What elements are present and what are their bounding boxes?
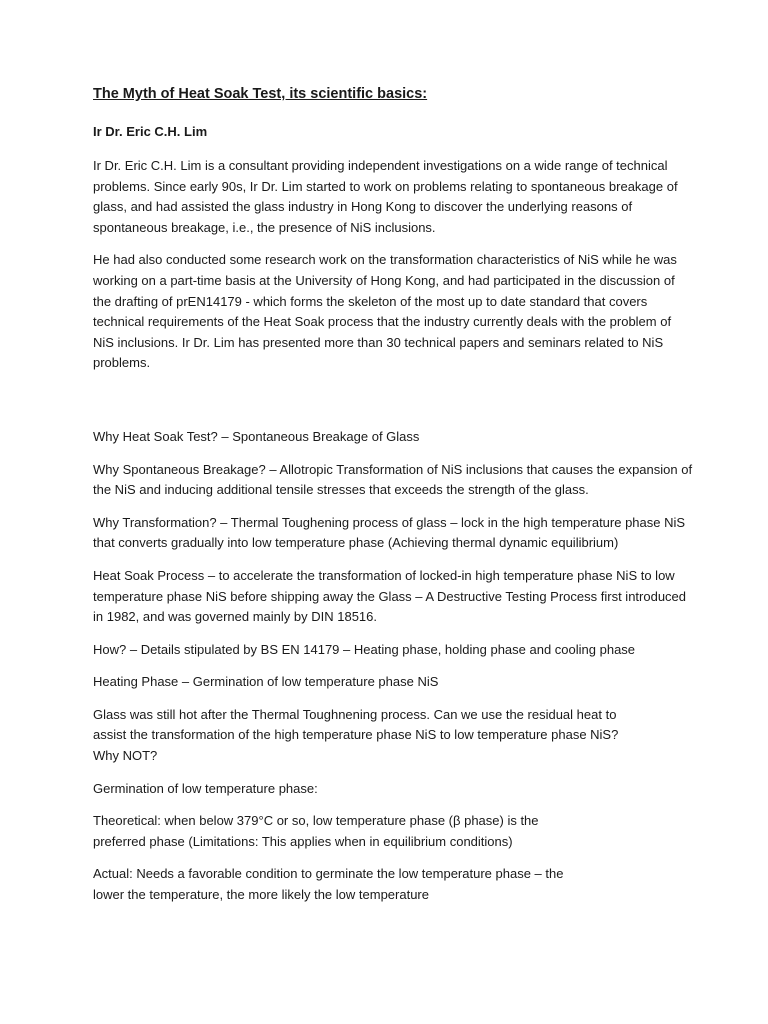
section-spacer [93,386,693,427]
double-indented-paragraph: Actual: Needs a favorable condition to germinate the low temperature phase – the lower the temperature, the more likely the low temperature [93,866,564,903]
document-page [93,84,693,918]
indented-paragraph: Glass was still hot after the Thermal Toughnening process. Can we use the residual heat to assist the transformation of the high temperature phase NiS to low temperature phase NiS? Why NOT? [93,706,619,764]
body-paragraph: Why Spontaneous Breakage? – Allotropic Transformation of NiS inclusions that causes the expansion of the NiS and inducing additional tensile stresses that exceeds the strength of the glass. [93,461,693,498]
body-paragraph: Heating Phase – Germination of low temperature phase NiS [93,674,439,690]
body-paragraph: How? – Details stipulated by BS EN 14179 – Heating phase, holding phase and cooling phase [93,641,636,657]
document-title: The Myth of Heat Soak Test, its scientific basics: [93,86,428,102]
author-name: Ir Dr. Eric C.H. Lim [93,124,208,139]
body-paragraph: Why Transformation? – Thermal Toughening process of glass – lock in the high temperature phase NiS that converts gradually into low temperature phase (Achieving thermal dynamic equilibrium) [93,514,686,551]
body-paragraph: Why Heat Soak Test? – Spontaneous Breakage of Glass [93,428,420,444]
double-indented-paragraph: Theoretical: when below 379°C or so, low temperature phase (β phase) is the preferred phase (Limitations: This applies when in equilibrium conditions) [93,813,539,849]
bio-paragraph: Ir Dr. Eric C.H. Lim is a consultant providing independent investigations on a wide range of technical problems. Since early 90s, Ir Dr. Lim started to work on problems relating to spontaneous breakage of glass, and had assisted the glass industry in Hong Kong to discover the underlying reasons of spontaneous breakage, i.e., the presence of NiS inclusions. [93,158,678,235]
bio-paragraph: He had also conducted some research work on the transformation characteristics of NiS while he was working on a part-time basis at the University of Hong Kong, and had participated in the discussion of the drafting of prEN14179 - which forms the skeleton of the most up to date standard that covers technical requirements of the Heat Soak process that the industry currently deals with the problem of NiS inclusions. Ir Dr. Lim has presented more than 30 technical papers and seminars related to NiS problems. [93,252,677,371]
indented-paragraph: Germination of low temperature phase: [93,780,318,796]
body-paragraph: Heat Soak Process – to accelerate the transformation of locked-in high temperature phase NiS to low temperature phase NiS before shipping away the Glass – A Destructive Testing Process first introduced in 1982, and was governed mainly by DIN 18516. [93,567,687,625]
